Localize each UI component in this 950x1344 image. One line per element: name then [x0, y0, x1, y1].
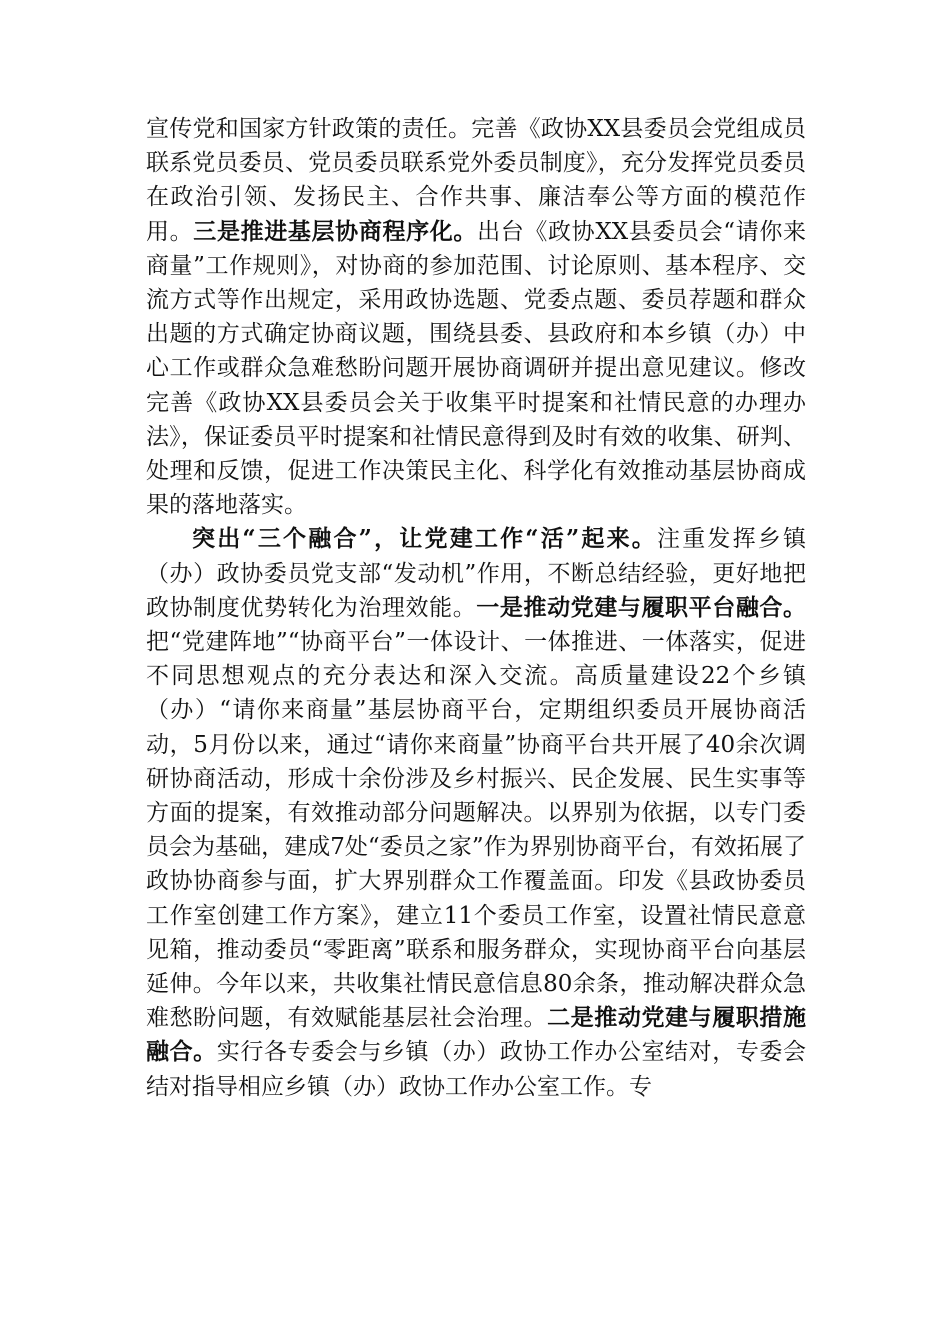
- paragraph-2: [146, 522, 806, 1103]
- heading-text: 一是推动党建与履职平台融合。: [476, 593, 807, 621]
- section-heading: 突出“三个融合”，让党建工作“活”起来。: [192, 525, 657, 553]
- paragraph-1: [146, 112, 806, 522]
- body-text: 出台《政协XX县委员会“请你来商量”工作规则》，对协商的参加范围、讨论原则、基本程序、交流方式等作出规定，采用政协选题、党委点题、委员荐题和群众出题的方式确定协商议题，围绕县委、县政府和本乡镇（办）中心工作或群众急难愁盼问题开展协商调研并提出意见建议。修改完善《政协XX县委员会关于收集平时提案和社情民意的办理办法》，保证委员平时提案和社情民意得到及时有效的收集、研判、处理和反馈，促进工作决策民主化、科学化有效推动基层协商成果的落地落实。: [146, 218, 807, 519]
- body-text: 宣传党和国家方针政策的责任。完善《政协XX县委员会党组成员联系党员委员、党员委员联系党外委员制度》，充分发挥党员委员在政治引领、发扬民主、合作共事、廉洁奉公等方面的模范作用。: [146, 116, 806, 245]
- heading-text: 二是推动党建与履职措施融合。: [146, 1004, 807, 1066]
- document-page: [146, 112, 806, 1104]
- body-text: 注重发挥乡镇（办）政协委员党支部“发动机”作用，不断总结经验，更好地把政协制度优势转化为治理效能。: [146, 526, 806, 621]
- heading-text: 三是推进基层协商程序化。: [193, 217, 478, 245]
- body-text: 把“党建阵地”“协商平台”一体设计、一体推进、一体落实，促进不同思想观点的充分表达和深入交流。高质量建设22个乡镇（办）“请你来商量”基层协商平台，定期组织委员开展协商活动，5月份以来，通过“请你来商量”协商平台共开展了40余次调研协商活动，形成十余份涉及乡村振兴、民企发展、民生实事等方面的提案，有效推动部分问题解决。以界别为依据，以专门委员会为基础，建成7处“委员之家”作为界别协商平台，有效拓展了政协协商参与面，扩大界别群众工作覆盖面。印发《县政协委员工作室创建工作方案》，建立11个委员工作室，设置社情民意意见箱，推动委员“零距离”联系和服务群众，实现协商平台向基层延伸。今年以来，共收集社情民意信息80余条，推动解决群众急难愁盼问题，有效赋能基层社会治理。: [146, 629, 806, 1032]
- body-text: 实行各专委会与乡镇（办）政协工作办公室结对，专委会结对指导相应乡镇（办）政协工作办公室工作。专: [146, 1039, 807, 1100]
